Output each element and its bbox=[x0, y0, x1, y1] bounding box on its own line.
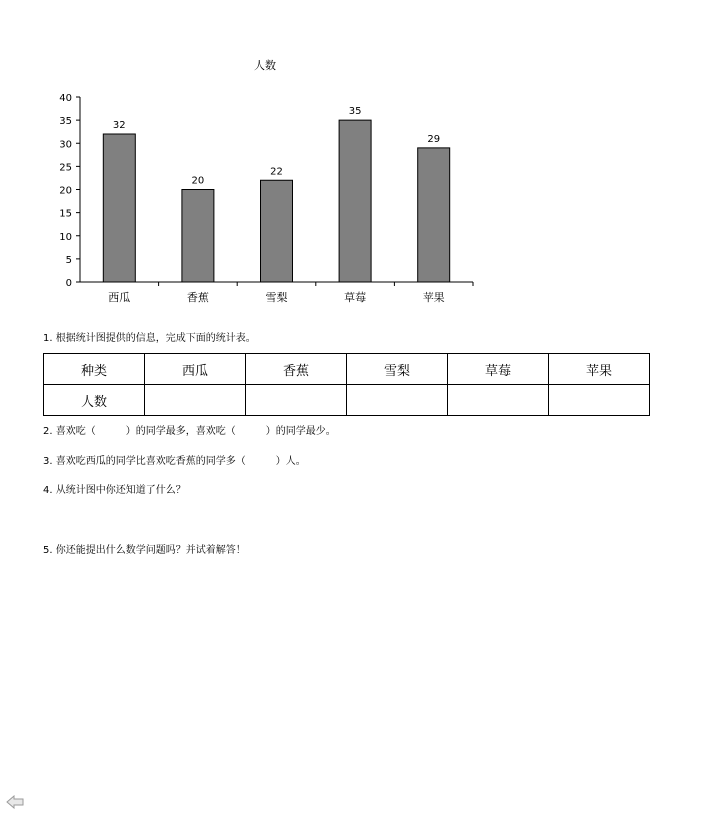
question-4: 4. 从统计图中你还知道了什么？ bbox=[43, 485, 186, 496]
table-row-label: 人数 bbox=[44, 385, 145, 416]
bar bbox=[418, 148, 450, 282]
data-label: 22 bbox=[270, 166, 283, 178]
y-tick-label: 20 bbox=[59, 185, 72, 197]
table-header-row bbox=[44, 354, 650, 385]
question-3: 3. 喜欢吃西瓜的同学比喜欢吃香蕉的同学多（ ）人。 bbox=[43, 456, 306, 467]
bar bbox=[182, 190, 214, 283]
y-tick-label: 0 bbox=[65, 278, 72, 289]
table-header-cell: 香蕉 bbox=[246, 354, 347, 385]
y-tick-label: 35 bbox=[59, 116, 72, 128]
x-tick-label: 雪梨 bbox=[265, 291, 288, 304]
table-header-cell: 苹果 bbox=[549, 354, 650, 385]
x-tick-label: 草莓 bbox=[344, 291, 367, 304]
question-2: 2. 喜欢吃（ ）的同学最多，喜欢吃（ ）的同学最少。 bbox=[43, 426, 336, 437]
bar bbox=[261, 180, 293, 282]
bar bbox=[103, 134, 135, 282]
x-tick-label: 西瓜 bbox=[108, 291, 131, 304]
x-tick-label: 香蕉 bbox=[186, 291, 209, 304]
table-header-cell: 草莓 bbox=[448, 354, 549, 385]
table-input-cell[interactable] bbox=[549, 385, 650, 416]
table-header-cell: 种类 bbox=[44, 354, 145, 385]
table-input-cell[interactable] bbox=[145, 385, 246, 416]
question-5: 5. 你还能提出什么数学问题吗？并试着解答！ bbox=[43, 545, 246, 556]
data-label: 32 bbox=[112, 120, 126, 131]
x-tick-label: 苹果 bbox=[422, 291, 445, 304]
y-tick-label: 40 bbox=[59, 93, 72, 104]
chart-title: 人数 bbox=[254, 59, 276, 72]
table-row bbox=[44, 385, 650, 416]
y-tick-label: 10 bbox=[59, 231, 72, 243]
bar-chart bbox=[0, 0, 701, 320]
data-label: 29 bbox=[427, 133, 441, 145]
question-1: 1. 根据统计图提供的信息，完成下面的统计表。 bbox=[43, 333, 256, 344]
y-tick-label: 30 bbox=[59, 139, 72, 151]
table-header-cell: 雪梨 bbox=[347, 354, 448, 385]
statistics-table bbox=[43, 353, 650, 416]
data-label: 20 bbox=[191, 175, 205, 187]
back-arrow-icon[interactable] bbox=[6, 795, 24, 809]
y-tick-label: 5 bbox=[65, 254, 72, 266]
table-input-cell[interactable] bbox=[347, 385, 448, 416]
bar bbox=[339, 120, 371, 282]
table-header-cell: 西瓜 bbox=[145, 354, 246, 385]
y-tick-label: 15 bbox=[59, 208, 72, 220]
data-label: 35 bbox=[348, 106, 362, 118]
table-input-cell[interactable] bbox=[448, 385, 549, 416]
table-input-cell[interactable] bbox=[246, 385, 347, 416]
y-tick-label: 25 bbox=[59, 162, 72, 174]
